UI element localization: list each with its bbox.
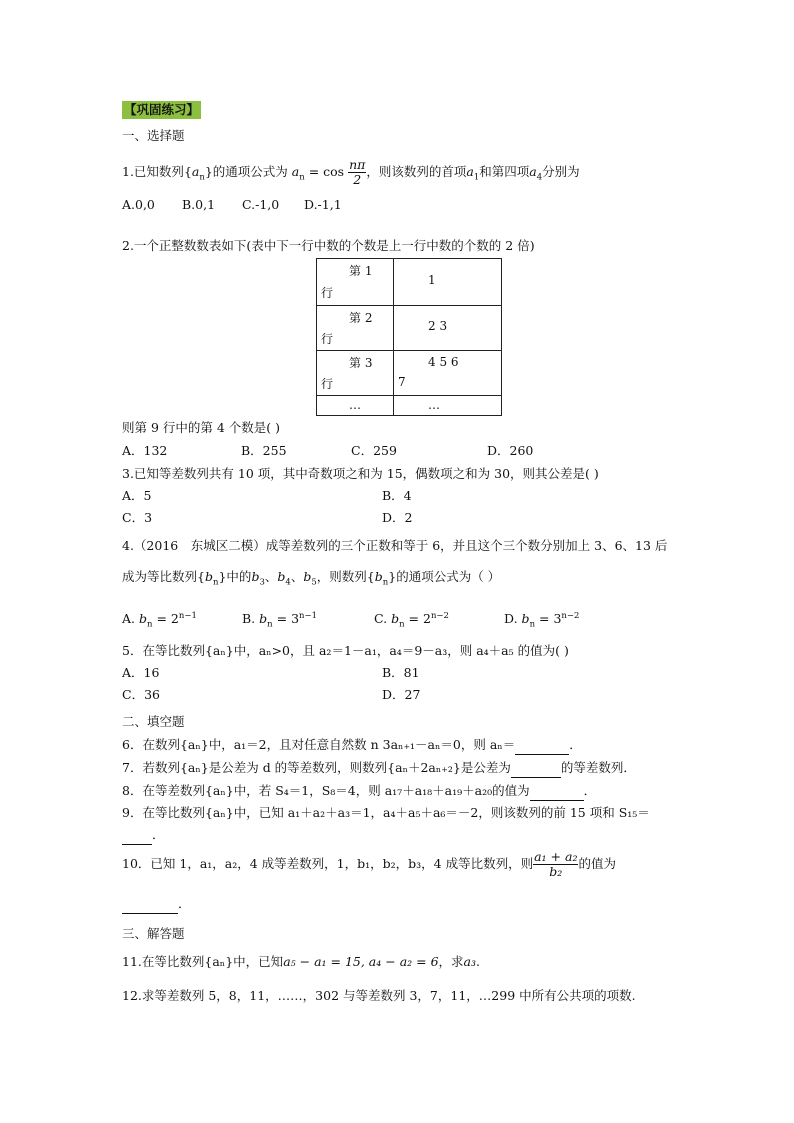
q1-option-b[interactable]: B.0,1 [182,197,216,212]
part1-heading: 一、选择题 [122,128,185,143]
q3-option-a[interactable]: A．5 [122,488,152,503]
part3-heading: 三、解答题 [122,926,185,941]
answer-blank[interactable] [511,759,561,778]
question-3-stem: 3.已知等差数列共有 10 项，其中奇数项之和为 15，偶数项之和为 30，则其公差是( ) [122,466,599,481]
q5-option-b[interactable]: B．81 [382,665,420,680]
q4-option-a[interactable]: A. $b_n = 2^{n-1}$ [122,610,197,630]
q2-option-b[interactable]: B．255 [241,443,287,458]
q4-option-d[interactable]: D. $b_n = 3^{n-2}$ [504,610,580,630]
question-7: 7．若数列{aₙ}是公差为 d 的等差数列，则数列{aₙ＋2aₙ₊₂}是公差为 的等差数列． [122,759,636,778]
q3-option-b[interactable]: B．4 [382,488,412,503]
q2-option-d[interactable]: D．260 [487,443,534,458]
q1-option-a[interactable]: A.0,0 [122,197,155,212]
question-1: 1.已知数列$\{a_n\}$的通项公式为 $a_n = \cos$ $\frac{n\pi}{2}$ ，则该数列的首项$a_1$和第四项$a_4$分别为 [122,157,580,187]
section-title: 【巩固练习】 [124,102,200,117]
question-6: 6．在数列{aₙ}中，a₁＝2，且对任意自然数 n 3aₙ₊₁－aₙ＝0，则 aₙ＝ ． [122,736,582,755]
q4-option-b[interactable]: B. $b_n = 3^{n-1}$ [242,610,318,630]
number-table [316,258,502,416]
table-row: 第 1 行 1 [317,259,502,306]
question-8: 8．在等差数列{aₙ}中，若 S₄＝1，S₈＝4，则 a₁₇＋a₁₈＋a₁₉＋a₂₀的值为 ． [122,782,596,801]
part2-heading: 二、填空题 [122,714,185,729]
answer-blank[interactable] [515,736,569,755]
question-11: 11.在等比数列{aₙ}中，已知a₅ − a₁ = 15, a₄ − a₂ = 6，求a₃. [122,954,480,969]
q5-option-d[interactable]: D．27 [382,687,421,702]
answer-blank[interactable] [122,826,152,845]
table-row: 第 3 行 4 5 6 7 [317,351,502,396]
q2-option-a[interactable]: A．132 [122,443,168,458]
question-10-blank: ． [122,895,191,914]
q3-option-c[interactable]: C．3 [122,510,153,525]
question-9: 9．在等比数列{aₙ}中，已知 a₁＋a₂＋a₃＝1，a₄＋a₅＋a₆＝－2，则该数列的前 15 项和 S₁₅＝ [122,805,650,820]
question-2-ask: 则第 9 行中的第 4 个数是( ) [122,420,281,435]
q5-option-c[interactable]: C．36 [122,687,160,702]
answer-blank[interactable] [122,895,178,914]
q1-option-d[interactable]: D.-1,1 [304,197,342,212]
question-5-stem: 5．在等比数列{aₙ}中，aₙ>0，且 a₂＝1－a₁，a₄＝9－a₃，则 a₄＋a₅ 的值为( ) [122,643,569,658]
answer-blank[interactable] [530,782,584,801]
q1-option-c[interactable]: C.-1,0 [242,197,280,212]
q3-option-d[interactable]: D．2 [382,510,413,525]
question-9-blank: ． [122,826,165,845]
question-4-line1: 4.（2016 东城区二模）成等差数列的三个正数和等于 6，并且这个三个数分别加上 3、6、13 后 [122,538,668,553]
question-4-line2: 成为等比数列$\{b_n\}$中的$b_3$、$b_4$、$b_5$，则数列$\{b_n\}$的通项公式为（ ） [122,569,501,588]
question-12: 12.求等差数列 5，8，11，……，302 与等差数列 3，7，11，…299 中所有公共项的项数. [122,988,636,1003]
q4-option-c[interactable]: C. $b_n = 2^{n-2}$ [374,610,449,630]
question-2-stem: 2.一个正整数数表如下(表中下一行中数的个数是上一行中数的个数的 2 倍) [122,238,535,253]
q2-option-c[interactable]: C．259 [351,443,397,458]
table-row: … … [317,396,502,416]
q5-option-a[interactable]: A．16 [122,665,160,680]
question-10: 10．已知 1，a₁，a₂，4 成等差数列，1，b₁，b₂，b₃，4 成等比数列，则 $\frac{\text{a₁ + a₂}}{\text{b₂}}$ 的值为 [122,849,616,879]
table-row: 第 2 行 2 3 [317,306,502,351]
